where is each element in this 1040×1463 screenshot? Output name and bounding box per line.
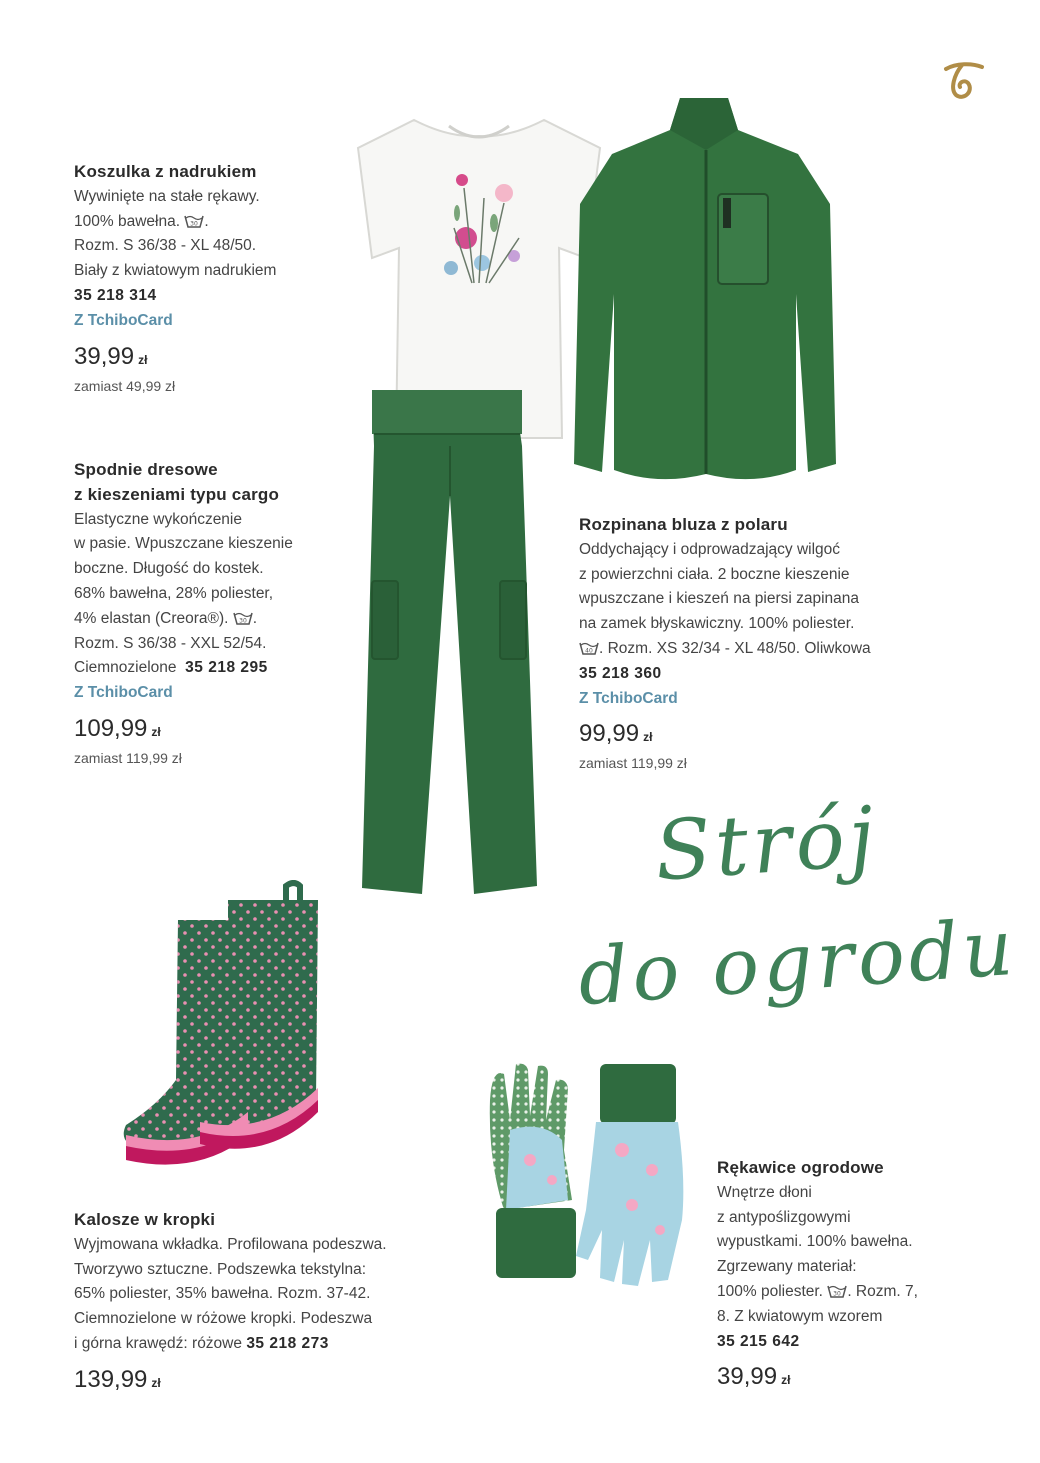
headline-line-1: Strój: [651, 789, 882, 900]
gloves-desc-2b: . Rozm. 7,: [847, 1282, 918, 1300]
pants-old-price: zamiast 119,99 zł: [74, 749, 182, 766]
pants-desc-2: 4% elastan (Creora®).: [74, 609, 229, 627]
pants-price-row: [74, 714, 364, 747]
svg-text:30: 30: [238, 617, 247, 625]
tshirt-tchibocard: Z TchiboCard: [74, 311, 173, 329]
fleece-desc-2: . Rozm. XS 32/34 - XL 48/50. Oliwkowa: [599, 639, 871, 657]
fleece-title: Rozpinana bluza z polaru: [579, 515, 788, 534]
pants-title-2: z kieszeniami typu cargo: [74, 484, 280, 504]
fleece-jacket-image: [568, 94, 840, 486]
boots-info: [74, 1208, 474, 1398]
tshirt-price: 39,99: [74, 342, 135, 370]
svg-text:40: 40: [585, 647, 593, 655]
fleece-info: [579, 513, 979, 774]
gloves-info: [717, 1156, 987, 1395]
boots-desc-last: i górna krawędź: różowe: [74, 1334, 242, 1352]
fleece-currency: zł: [643, 730, 653, 745]
svg-text:30: 30: [190, 220, 199, 228]
boots-desc-last-line: [74, 1332, 474, 1357]
fleece-tchibocard: Z TchiboCard: [579, 689, 678, 707]
gloves-desc-1: Wnętrze dłoni z antypoślizgowymi wypustkami. 100% bawełna. Zgrzewany materiał:: [717, 1183, 913, 1276]
pants-code: 35 218 295: [185, 659, 268, 677]
boots-price-row: [74, 1365, 474, 1398]
tshirt-desc-2: 100% bawełna.: [74, 212, 180, 230]
gloves-currency: zł: [781, 1373, 791, 1388]
gloves-price: 39,99: [717, 1363, 778, 1391]
gloves-code: 35 215 642: [717, 1332, 800, 1350]
pants-price: 109,99: [74, 714, 148, 742]
gloves-title: Rękawice ogrodowe: [717, 1158, 884, 1177]
pants-desc-1: Elastyczne wykończenie w pasie. Wpuszczane kieszenie boczne. Długość do kostek. 68% bawełna, 28% poliester,: [74, 510, 293, 602]
gloves-desc-2a: 100% poliester.: [717, 1282, 823, 1300]
gloves-price-row: [717, 1362, 987, 1395]
pants-desc-2-suffix: .: [252, 609, 258, 627]
tshirt-title: Koszulka z nadrukiem: [74, 162, 257, 181]
gloves-desc-3: 8. Z kwiatowym wzorem: [717, 1307, 883, 1325]
pants-desc-3: Rozm. S 36/38 - XXL 52/54.: [74, 634, 267, 652]
tshirt-info: [74, 160, 364, 397]
wash-30-icon: [184, 213, 204, 229]
rain-boots-image: [118, 880, 348, 1180]
headline-line-2: do ogrodu: [575, 902, 1020, 1024]
fleece-old-price: zamiast 119,99 zł: [579, 755, 687, 772]
boots-title: Kalosze w kropki: [74, 1210, 216, 1229]
pants-title-1: Spodnie dresowe: [74, 460, 218, 479]
pants-tchibocard: Z TchiboCard: [74, 684, 173, 702]
fleece-price: 99,99: [579, 720, 640, 748]
wash-30-icon: [827, 1283, 847, 1299]
boots-price: 139,99: [74, 1365, 148, 1393]
pants-info: [74, 458, 364, 769]
pants-color-line: [74, 656, 364, 681]
tchibo-logo-icon: [938, 55, 986, 103]
tshirt-desc-2-suffix: .: [204, 212, 209, 230]
wash-40-icon: [579, 640, 599, 656]
boots-desc: Wyjmowana wkładka. Profilowana podeszwa. Tworzywo sztuczne. Podszewka tekstylna: 65% poliester, 35% bawełna. Rozm. 37-42. Ciemnozielone w różowe kropki. Podeszwa: [74, 1235, 387, 1328]
fleece-code: 35 218 360: [579, 664, 662, 682]
garden-gloves-image: [482, 1060, 692, 1290]
pants-desc-2-line: [74, 607, 364, 632]
pants-color: Ciemnozielone: [74, 659, 177, 677]
tshirt-code: 35 218 314: [74, 286, 157, 304]
fleece-desc-2-line: [579, 637, 979, 662]
tshirt-desc-1: Wywinięte na stałe rękawy.: [74, 187, 260, 205]
pants-image: [352, 386, 542, 901]
tshirt-old-price: zamiast 49,99 zł: [74, 377, 176, 394]
fleece-desc-1: Oddychający i odprowadzający wilgoć z powierzchni ciała. 2 boczne kieszenie wpuszczane i kieszeń na piersi zapinana na zamek błyskawiczny. 100% poliester.: [579, 540, 860, 633]
wash-30-icon: [233, 610, 253, 626]
tshirt-desc-2-line: [74, 210, 364, 235]
boots-currency: zł: [151, 1375, 161, 1390]
boots-code: 35 218 273: [246, 1334, 329, 1352]
svg-text:30: 30: [833, 1290, 842, 1298]
tshirt-price-row: [74, 342, 364, 375]
fleece-price-row: [579, 719, 979, 752]
pants-currency: zł: [151, 724, 161, 739]
tshirt-desc-3: Rozm. S 36/38 - XL 48/50. Biały z kwiatowym nadrukiem: [74, 237, 277, 280]
tshirt-currency: zł: [138, 352, 148, 367]
gloves-desc-2-line: [717, 1280, 987, 1305]
